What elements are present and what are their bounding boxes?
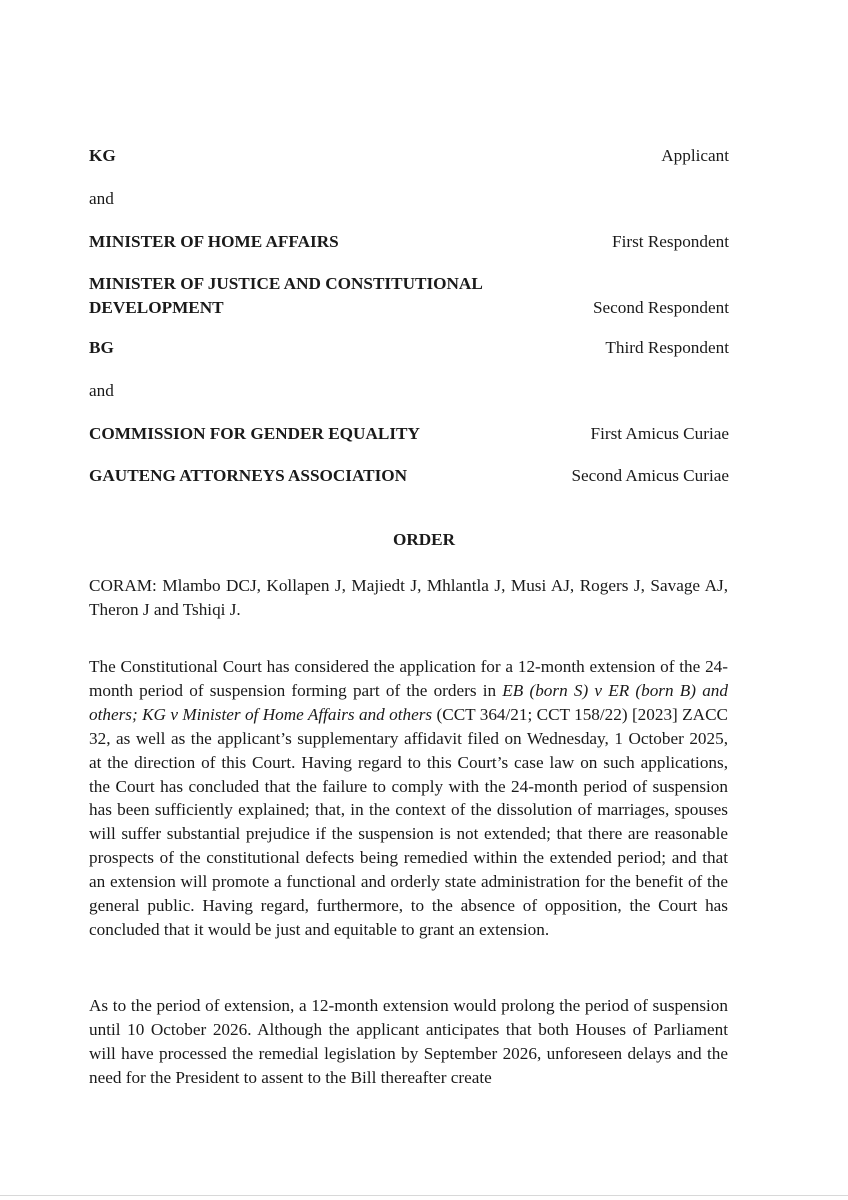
party-role: Second Amicus Curiae [571, 466, 729, 485]
order-paragraph-1 [89, 655, 728, 942]
party-name: COMMISSION FOR GENDER EQUALITY [89, 424, 420, 443]
order-paragraph-2: As to the period of extension, a 12-month extension would prolong the period of suspension until 10 October 2026. Although the applicant anticipates that both Houses of Parliament will have processed the remedial legislation by September 2026, unforeseen delays and the need for the President to assent to the Bill thereafter create [89, 996, 728, 1087]
party-name-line1: MINISTER OF JUSTICE AND CONSTITUTIONAL [89, 274, 483, 293]
party-second-respondent [89, 272, 729, 320]
party-name: KG [89, 146, 116, 165]
party-third-respondent [89, 336, 729, 360]
party-name: MINISTER OF HOME AFFAIRS [89, 232, 339, 251]
party-role: Second Respondent [592, 297, 729, 317]
party-applicant [89, 144, 729, 168]
connector-and: and [89, 189, 114, 208]
party-second-amicus [89, 464, 729, 488]
party-role: Applicant [661, 146, 729, 165]
party-role: First Respondent [612, 232, 729, 251]
paragraph-text: (CCT 364/21; CCT 158/22) [2023] ZACC 32, as well as the applicant’s supplementary affidavit filed on Wednesday, 1 October 2025, at the direction of this Court. Having regard to this Court’s case law on such applications, the Court has concluded that the failure to comply with the 24-month period of suspension has been sufficiently explained; that, in the context of the dissolution of marriages, spouses will suffer substantial prejudice if the suspension is not extended; that there are reasonable prospects of the constitutional defects being remedied within the extended period; and that an extension will promote a functional and orderly state administration for the benefit of the general public. Having regard, furthermore, to the absence of opposition, the Court has concluded that it would be just and equitable to grant an extension. [89, 704, 728, 939]
party-role: First Amicus Curiae [590, 424, 729, 443]
connector-and: and [89, 381, 114, 400]
party-first-amicus [89, 422, 729, 446]
party-name: BG [89, 338, 114, 357]
paragraph-text: The Constitutional Court has considered the application for a 12-month extension of the 24-month period of suspension forming part of the orders in [89, 657, 728, 700]
party-name-line2: DEVELOPMENT [89, 297, 224, 317]
party-first-respondent [89, 230, 729, 254]
page-edge-divider [0, 1195, 848, 1196]
order-heading: ORDER [392, 530, 456, 549]
coram-paragraph: CORAM: Mlambo DCJ, Kollapen J, Majiedt J, Mhlantla J, Musi AJ, Rogers J, Savage AJ, Theron J and Tshiqi J. [89, 576, 728, 619]
party-name: GAUTENG ATTORNEYS ASSOCIATION [89, 466, 408, 485]
case-citation-italic: EB (born S) v ER (born B) and others; KG v Minister of Home Affairs and others [89, 680, 728, 724]
party-role: Third Respondent [605, 338, 729, 357]
